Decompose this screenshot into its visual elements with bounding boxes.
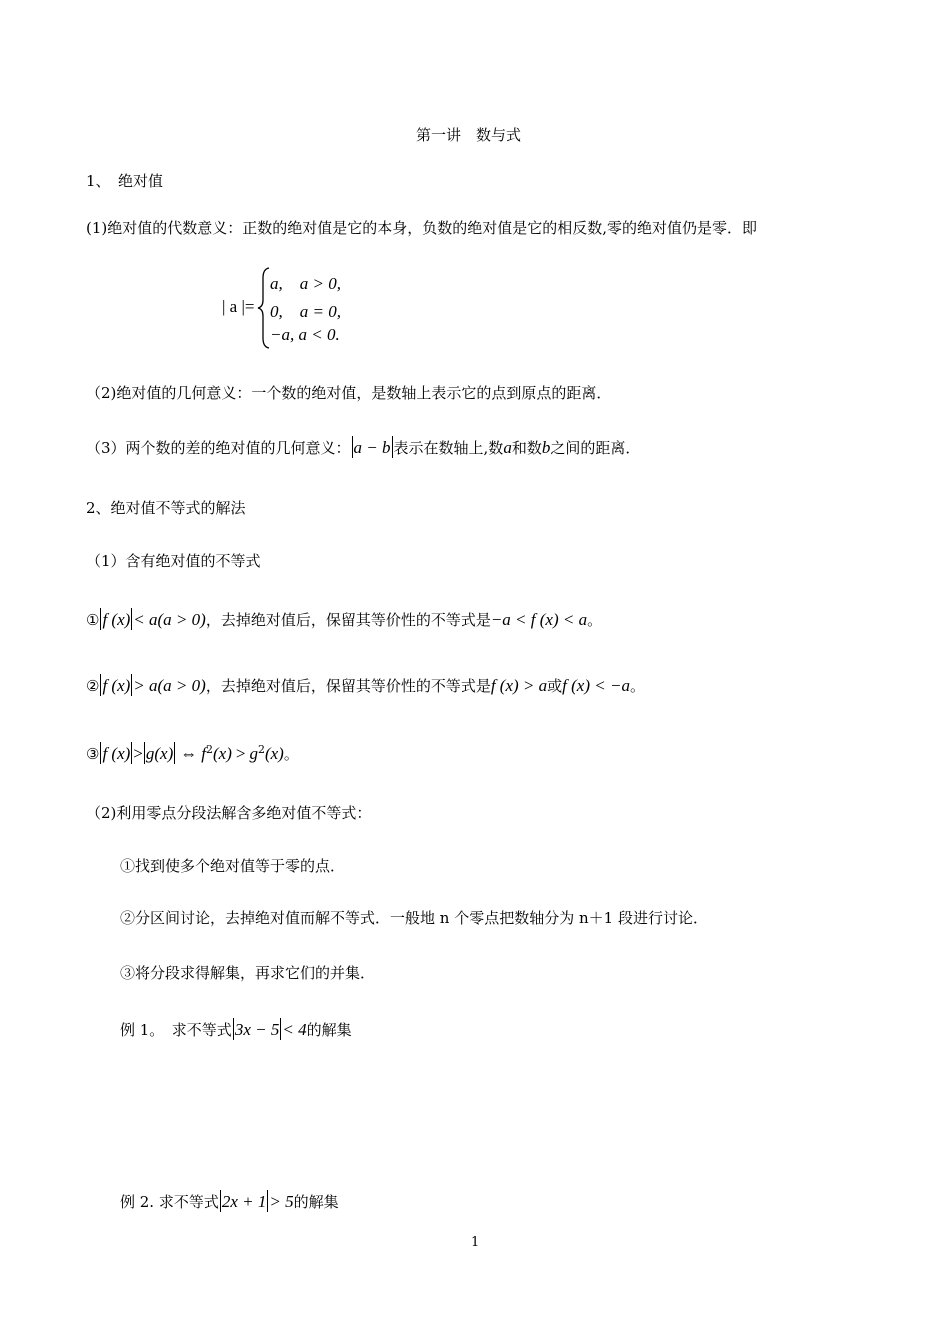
rule-3-sq-g: 2: [257, 743, 265, 756]
rule-3-inner-1: f (x): [102, 744, 131, 763]
rule-2-rhs: > a(a > 0): [133, 676, 206, 695]
subsection-2-2: （2)利用零点分段法解含多绝对值不等式：: [86, 804, 372, 822]
rule-2: [86, 674, 645, 696]
p3-b: b: [541, 438, 551, 457]
page-title: 第一讲 数与式: [416, 126, 522, 144]
rule-1-inner: f (x): [102, 610, 131, 629]
step-2: ②分区间讨论，去掉绝对值而解不等式．一般地 n 个零点把数轴分为 n＋1 段进行讨论．: [120, 909, 708, 927]
rule-1: [86, 608, 602, 630]
paragraph-geometric-meaning: （2)绝对值的几何意义：一个数的绝对值，是数轴上表示它的点到原点的距离．: [86, 384, 612, 402]
example-2-post: 的解集: [293, 1193, 339, 1211]
rule-3-end: 。: [283, 745, 299, 763]
rule-3-rel: >: [235, 744, 246, 763]
left-brace: [257, 266, 271, 350]
section-1-heading: 1、 绝对值: [86, 172, 164, 190]
rule-3-x-f: (x): [213, 744, 232, 763]
abs-bar: [144, 742, 145, 764]
p3-post: 之间的距离．: [550, 439, 641, 457]
piecewise-lhs: | a |=: [222, 297, 255, 316]
p3-expr: a − b: [353, 438, 391, 457]
abs-bar-right: [392, 436, 393, 458]
example-2: [120, 1190, 339, 1212]
rule-2-result-b: f (x) < −a: [562, 676, 630, 695]
rule-2-mark: ②: [86, 677, 100, 695]
example-2-inner: 2x + 1: [221, 1192, 267, 1211]
subsection-2-1: （1）含有绝对值的不等式: [86, 552, 261, 570]
rule-3-sq-f: 2: [206, 743, 213, 756]
piecewise-case-1: a, a > 0,: [270, 274, 341, 293]
paragraph-algebraic-meaning: (1)绝对值的代数意义：正数的绝对值是它的本身，负数的绝对值是它的相反数,零的绝对值仍是零．即: [86, 219, 758, 237]
step-1: ①找到使多个绝对值等于零的点．: [120, 857, 346, 875]
paragraph-difference-meaning: [86, 436, 640, 458]
section-2-heading: 2、绝对值不等式的解法: [86, 499, 246, 517]
rule-2-end: 。: [629, 677, 645, 695]
abs-bar: [174, 742, 175, 764]
rule-1-rhs: < a(a > 0): [133, 610, 206, 629]
example-1: [120, 1018, 352, 1040]
abs-bar: [233, 1018, 234, 1040]
example-2-rhs: > 5: [269, 1192, 294, 1211]
rule-1-end: 。: [587, 611, 603, 629]
rule-3-g: g: [249, 744, 258, 763]
rule-1-mark: ①: [86, 611, 100, 629]
example-1-rhs: < 4: [282, 1020, 307, 1039]
rule-3-inner-2: g(x): [145, 744, 174, 763]
example-2-pre: 例 2. 求不等式: [120, 1193, 219, 1211]
piecewise-case-3: −a, a < 0.: [270, 325, 340, 344]
rule-2-or: 或: [547, 677, 563, 695]
rule-1-text: ，去掉绝对值后，保留其等价性的不等式是: [205, 611, 491, 629]
rule-3-f: f: [201, 744, 206, 763]
example-1-pre: 例 1。 求不等式: [120, 1021, 232, 1039]
rule-3-mark: ③: [86, 745, 100, 763]
page-number: 1: [471, 1235, 480, 1250]
rule-2-inner: f (x): [102, 676, 131, 695]
rule-3-x-g: (x): [264, 744, 284, 763]
piecewise-case-2: 0, a = 0,: [270, 302, 341, 321]
rule-3-iff: ⇔: [180, 744, 198, 763]
example-1-inner: 3x − 5: [234, 1020, 280, 1039]
rule-3: [86, 740, 299, 764]
abs-bar-left: [352, 436, 353, 458]
example-1-post: 的解集: [306, 1021, 352, 1039]
p3-pre: （3）两个数的差的绝对值的几何意义：: [86, 439, 351, 457]
rule-2-text: ，去掉绝对值后，保留其等价性的不等式是: [205, 677, 491, 695]
rule-1-result: −a < f (x) < a: [490, 610, 588, 629]
step-3: ③将分段求得解集，再求它们的并集．: [120, 964, 376, 982]
p3-mid1: 表示在数轴上,数: [393, 439, 504, 457]
p3-a: a: [503, 438, 512, 457]
p3-mid2: 和数: [511, 439, 542, 457]
rule-3-gt: >: [133, 744, 143, 763]
rule-2-result-a: f (x) > a: [490, 676, 548, 695]
abs-bar: [220, 1190, 221, 1212]
